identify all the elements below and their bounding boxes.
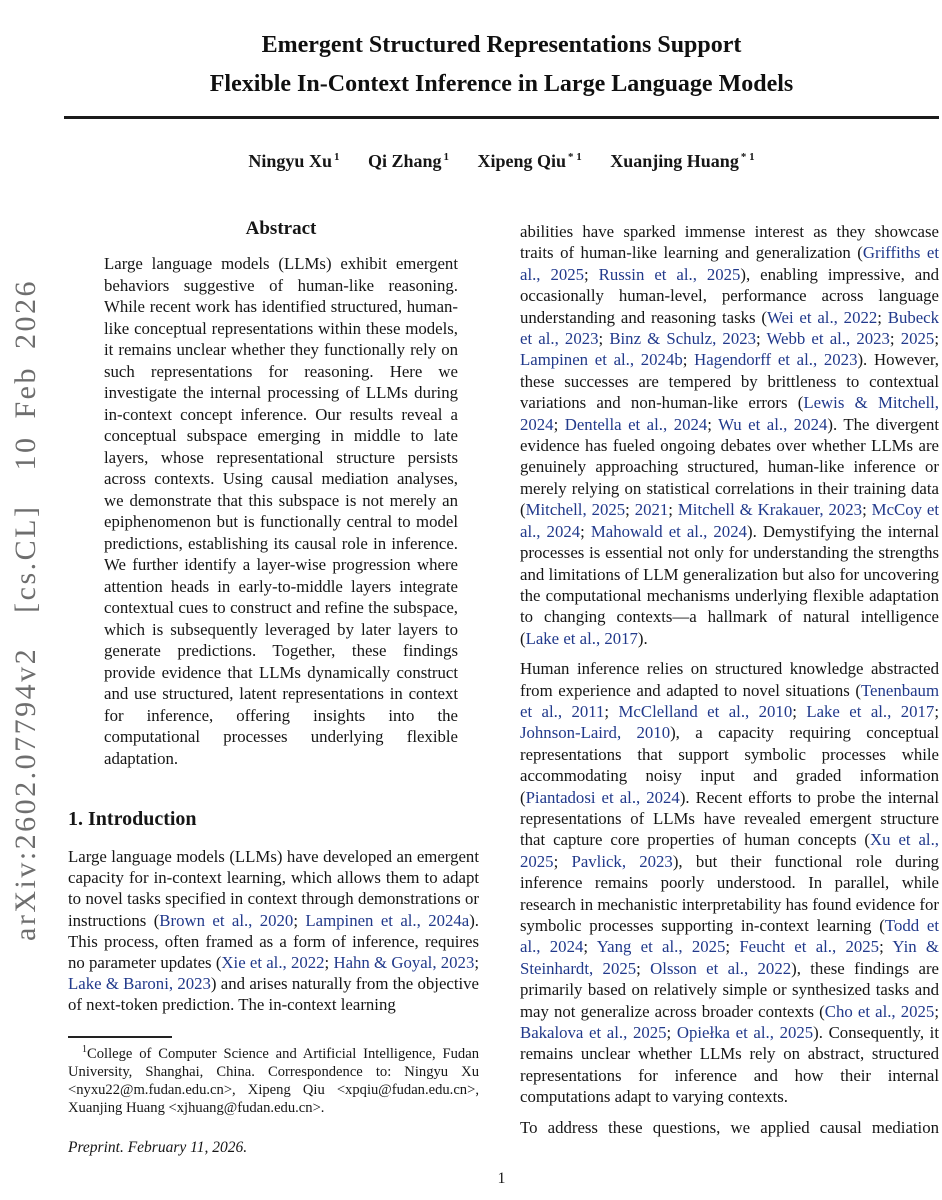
author-4-name: Xuanjing Huang <box>610 151 739 171</box>
text-run: ; <box>553 414 565 434</box>
text-run: ). The divergent evidence has fueled ongoing debates over whether LLMs are genuinely approaching structured, human-like inference or merely relying on statistical correlations in their training data ( <box>520 414 939 520</box>
footnote-marker: 1 <box>82 1044 87 1055</box>
paper-title-line2: Flexible In-Context Inference in Large Language Models <box>209 71 794 97</box>
text-run: Large language models (LLMs) have developed an emergent capacity for in-context learning, which allows them to adapt to novel tasks specified in context through demonstrations or instructions ( <box>68 847 479 930</box>
section-heading-introduction: 1. Introduction <box>68 808 197 830</box>
author-3-affiliation-mark: * 1 <box>568 151 582 163</box>
text-run: ; <box>666 1023 677 1043</box>
citation-link[interactable]: Hagendorff et al., 2023 <box>694 350 858 370</box>
text-run: ; <box>584 264 599 284</box>
author-4-affiliation-mark: * 1 <box>740 151 755 163</box>
text-run: ), but their functional role during inference remains poorly understood. In parallel, while research in mechanistic interpretability has found evidence for symbolic processes supporting in-context learning ( <box>520 851 939 935</box>
citation-link[interactable]: Pavlick, 2023 <box>571 851 673 871</box>
page-number: 1 <box>497 1170 506 1187</box>
text-run: ), a capacity requiring conceptual representations that support symbolic processes while accommodating noisy input and graded information ( <box>520 723 939 807</box>
text-run: ). However, these successes are tempered by brittleness to contextual variations and non-human-like errors ( <box>520 350 939 413</box>
text-run: ), these findings are primarily based on relatively simple or synthesized tasks and may not generalize across broader contexts ( <box>520 958 940 1021</box>
citation-link[interactable]: 2025 <box>900 329 935 349</box>
citation-link[interactable]: Webb et al., 2023 <box>766 329 890 349</box>
paper-title-line1: Emergent Structured Representations Support <box>261 32 742 58</box>
citation-link[interactable]: 2021 <box>634 500 669 520</box>
introduction-paragraph-1 <box>68 846 479 1016</box>
citation-link[interactable]: Cho et al., 2025 <box>824 1001 935 1021</box>
text-run: ) and arises naturally from the objective of next-token prediction. The in-context learning <box>68 974 480 1015</box>
right-column-paragraph-2 <box>520 658 939 1108</box>
text-run: ; <box>636 958 651 978</box>
text-run: ). Recent efforts to probe the internal representations of LLMs have revealed emergent structure that capture core properties of human concepts ( <box>520 787 939 850</box>
footnote-rule <box>68 1036 172 1038</box>
citation-link[interactable]: Yang et al., 2025 <box>596 937 726 957</box>
citation-link[interactable]: Lampinen et al., 2024a <box>305 910 470 930</box>
text-run: ; <box>553 851 572 871</box>
citation-link[interactable]: Lampinen et al., 2024b <box>520 350 683 370</box>
text-run: ). <box>637 628 648 648</box>
text-run: ; <box>625 500 635 520</box>
title-rule <box>64 116 939 119</box>
preprint-date-line: Preprint. February 11, 2026. <box>68 1139 248 1156</box>
text-run: ). This process, often framed as a form of inference, requires no parameter updates ( <box>68 910 480 973</box>
text-run: ), enabling impressive, and occasionally human-level, performance across language understanding and reasoning tasks ( <box>520 264 939 327</box>
text-run: abilities have sparked immense interest as they showcase traits of human-like learning and generalization ( <box>520 222 939 263</box>
text-run: ). Consequently, it remains unclear whether LLMs rely on abstract, structured representations for inference and how their internal computations adapt to varying contexts. <box>520 1023 939 1107</box>
text-run: ; <box>580 521 591 541</box>
abstract-heading: Abstract <box>245 218 317 239</box>
citation-link[interactable]: Brown et al., 2020 <box>159 910 294 930</box>
citation-link[interactable]: Lake & Baroni, 2023 <box>68 974 211 994</box>
citation-link[interactable]: Russin et al., 2025 <box>598 264 741 284</box>
arxiv-watermark: arXiv:2602.07794v2 [cs.CL] 10 Feb 2026 <box>9 279 42 941</box>
text-run: To address these questions, we applied causal mediation <box>520 1117 939 1137</box>
right-column-paragraph-1 <box>520 221 939 649</box>
text-run: ). Demystifying the internal processes is essential not only for understanding the strengths and limitations of LLM generalization but also for uncovering the computational mechanisms underlying flexible adaptation to changing contexts—a hallmark of natural intelligence ( <box>520 521 939 648</box>
citation-link[interactable]: Yin & Steinhardt, 2025 <box>520 937 939 978</box>
citation-link[interactable]: Wei et al., 2022 <box>767 307 878 327</box>
footnote <box>68 1041 479 1117</box>
text-run: ; <box>879 937 893 957</box>
author-1 <box>248 151 339 172</box>
text-run: ; <box>598 329 610 349</box>
text-run: Human inference relies on structured knowledge abstracted from experience and adapted to novel situations ( <box>520 659 939 700</box>
citation-link[interactable]: Mahowald et al., 2024 <box>590 521 747 541</box>
text-run: ; <box>756 329 767 349</box>
citation-link[interactable]: Bakalova et al., 2025 <box>520 1023 667 1043</box>
citation-link[interactable]: Feucht et al., 2025 <box>739 937 880 957</box>
citation-link[interactable]: McCoy et al., 2024 <box>520 500 940 541</box>
footnote-text: College of Computer Science and Artificial Intelligence, Fudan University, Shanghai, China. Correspondence to: Ningyu Xu <nyxu22@m.fudan.edu.cn>, Xipeng Qiu <xpqiu@fudan.edu.cn>, Xuanjing Huang <xjhuang@fudan.edu.cn>. <box>68 1045 479 1116</box>
citation-link[interactable]: Piantadosi et al., 2024 <box>525 787 680 807</box>
author-3-name: Xipeng Qiu <box>477 151 567 171</box>
author-2 <box>368 151 449 172</box>
text-run: ; <box>682 350 695 370</box>
citation-link[interactable]: McClelland et al., 2010 <box>618 701 793 721</box>
citation-link[interactable]: Lewis & Mitchell, 2024 <box>520 393 939 434</box>
author-line <box>65 151 938 172</box>
text-run: ; <box>583 937 597 957</box>
author-4 <box>610 151 754 172</box>
citation-link[interactable]: Mitchell & Krakauer, 2023 <box>677 500 863 520</box>
citation-link[interactable]: Xu et al., 2025 <box>520 830 939 871</box>
text-run: ; <box>934 701 939 721</box>
text-run: ; <box>934 329 939 349</box>
citation-link[interactable]: Lake et al., 2017 <box>806 701 935 721</box>
citation-link[interactable]: Hahn & Goyal, 2023 <box>333 953 475 973</box>
paper-title <box>65 26 938 104</box>
citation-link[interactable]: Binz & Schulz, 2023 <box>609 329 756 349</box>
citation-link[interactable]: Wu et al., 2024 <box>718 414 828 434</box>
citation-link[interactable]: Mitchell, 2025 <box>525 500 626 520</box>
right-column <box>520 221 939 1147</box>
citation-link[interactable]: Dentella et al., 2024 <box>564 414 708 434</box>
text-run: ; <box>604 701 619 721</box>
text-run: ; <box>474 953 480 973</box>
text-run: ; <box>324 953 334 973</box>
author-3 <box>477 151 581 172</box>
author-1-affiliation-mark: 1 <box>333 151 340 163</box>
text-run: ; <box>889 329 901 349</box>
abstract-body: Large language models (LLMs) exhibit emergent behaviors suggestive of human-like reasoning. While recent work has identified structured, human-like conceptual representations within these models, it remains unclear whether they functionally rely on such representations for reasoning. Here we investigate the internal processing of LLMs during in-context concept inference. Our results reveal a conceptual subspace emerging in middle to late layers, whose representational structure persists across contexts. Using causal mediation analyses, we demonstrate that this subspace is not merely an epiphenomenon but is functionally central to model predictions, establishing its causal role in inference. We further identify a layer-wise progression where attention heads in early-to-middle layers integrate contextual cues to construct and refine the subspace, which is subsequently leveraged by later layers to generate predictions. Together, these findings provide evidence that LLMs dynamically construct and use structured, latent representations in context for inference, offering insights into the computational processes underlying flexible adaptation. <box>104 254 458 768</box>
text-run: ; <box>668 500 678 520</box>
citation-link[interactable]: Lake et al., 2017 <box>525 628 638 648</box>
text-run: ; <box>877 307 888 327</box>
text-run: ; <box>707 414 719 434</box>
text-run: ; <box>293 910 306 930</box>
citation-link[interactable]: Griffiths et al., 2025 <box>520 243 939 284</box>
citation-link[interactable]: Johnson-Laird, 2010 <box>520 723 671 743</box>
author-2-affiliation-mark: 1 <box>443 151 449 163</box>
citation-link[interactable]: Tenenbaum et al., 2011 <box>520 680 939 721</box>
text-run: ; <box>792 701 807 721</box>
author-2-name: Qi Zhang <box>367 151 442 171</box>
citation-link[interactable]: Opiełka et al., 2025 <box>676 1023 814 1043</box>
text-run: ; <box>934 1001 939 1021</box>
citation-link[interactable]: Bubeck et al., 2023 <box>520 307 940 349</box>
text-run: ; <box>862 500 872 520</box>
text-run: ; <box>725 937 740 957</box>
right-column-paragraph-3 <box>520 1117 939 1138</box>
citation-link[interactable]: Olsson et al., 2022 <box>650 958 792 978</box>
citation-link[interactable]: Xie et al., 2022 <box>221 953 325 973</box>
citation-link[interactable]: Todd et al., 2024 <box>520 916 940 957</box>
author-1-name: Ningyu Xu <box>248 151 332 171</box>
